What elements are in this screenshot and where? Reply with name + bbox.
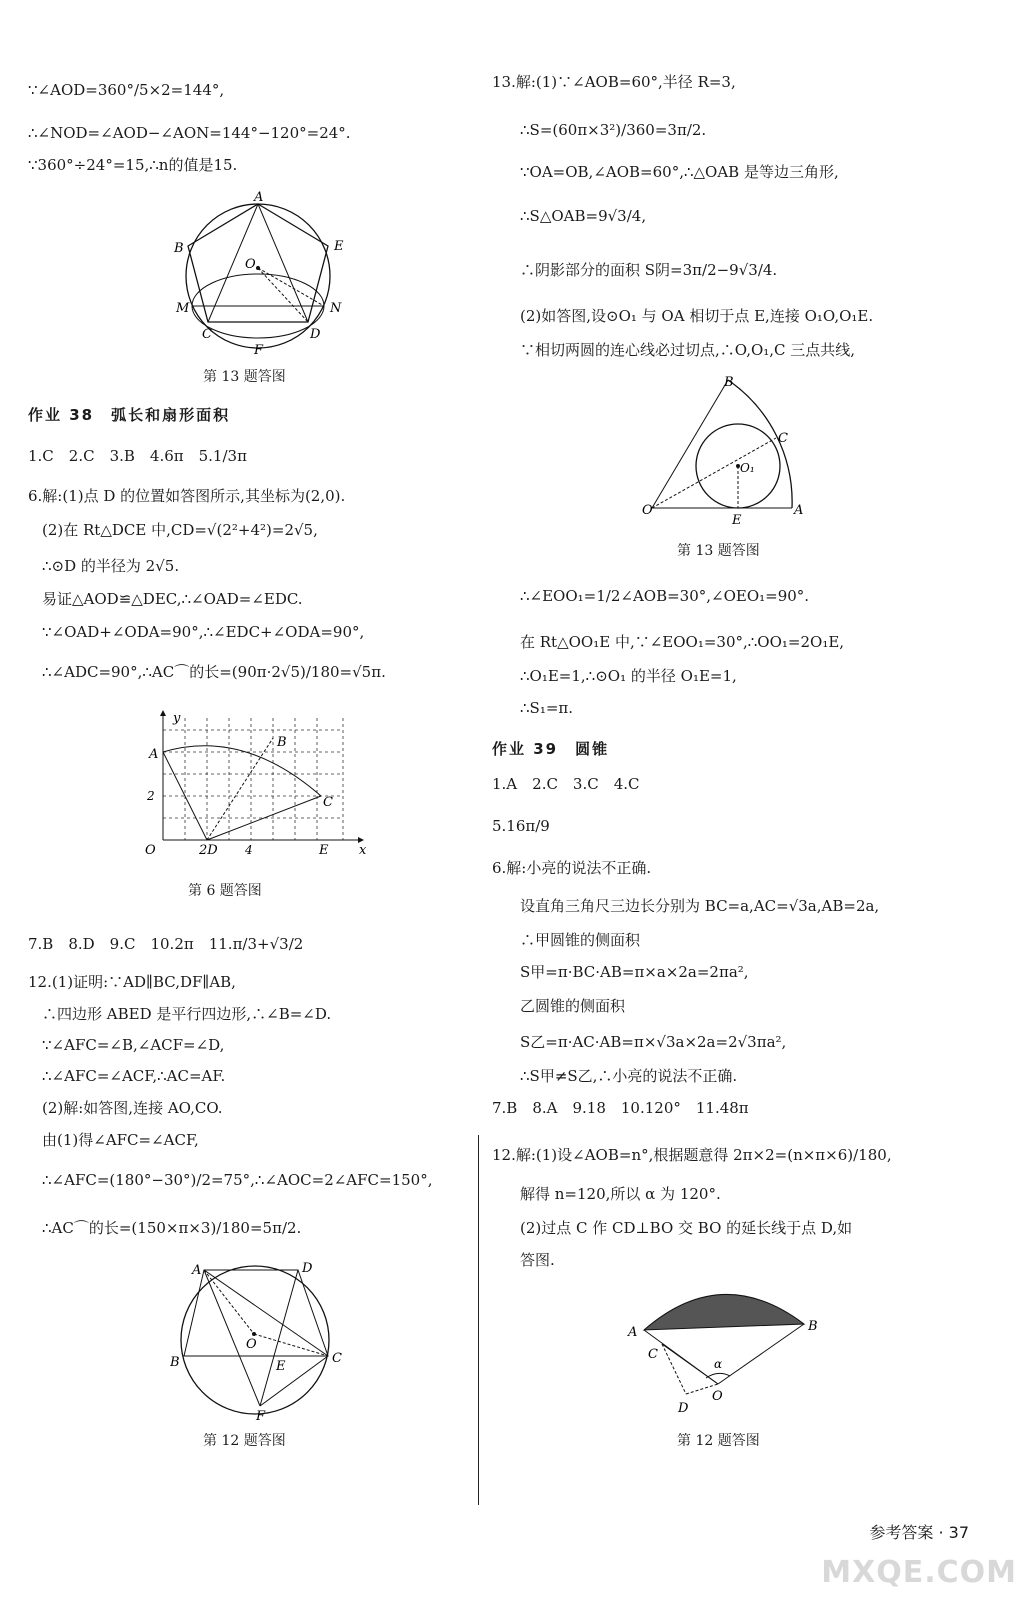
text-line: (2)在 Rt△DCE 中,CD=√(2²+4²)=2√5, — [42, 521, 318, 539]
text-line: ∴∠NOD=∠AOD−∠AON=144°−120°=24°. — [28, 124, 351, 142]
svg-text:E: E — [319, 843, 329, 858]
text-line: 易证△AOD≌△DEC,∴∠OAD=∠EDC. — [42, 590, 303, 608]
svg-text:D: D — [310, 327, 321, 342]
fig13-pentagon-diagram — [168, 188, 348, 358]
text-line: 6.解:(1)点 D 的位置如答图所示,其坐标为(2,0). — [28, 487, 346, 505]
svg-text:α: α — [714, 1357, 723, 1371]
text-line: ∴AC⌒的长=(150×π×3)/180=5π/2. — [42, 1219, 302, 1237]
svg-text:N: N — [330, 301, 342, 316]
text-line: 12.(1)证明:∵AD∥BC,DF∥AB, — [28, 973, 236, 991]
text-line: ∵∠AFC=∠B,∠ACF=∠D, — [42, 1036, 225, 1054]
figure-caption: 第 12 题答图 — [203, 1433, 286, 1449]
text-line: 6.解:小亮的说法不正确. — [492, 859, 652, 877]
text-line: ∵OA=OB,∠AOB=60°,∴△OAB 是等边三角形, — [520, 163, 839, 181]
svg-text:C: C — [778, 431, 788, 446]
text-line: ∴S₁=π. — [520, 699, 574, 717]
text-line: (2)解:如答图,连接 AO,CO. — [42, 1099, 223, 1117]
svg-text:A: A — [192, 1263, 202, 1278]
text-line: S乙=π·AC·AB=π×√3a×2a=2√3πa², — [520, 1033, 787, 1051]
svg-text:2: 2 — [147, 789, 155, 803]
figure-caption: 第 12 题答图 — [677, 1433, 760, 1449]
figure-caption: 第 13 题答图 — [677, 543, 760, 559]
watermark: MXQE.COM — [821, 1555, 1017, 1590]
column-divider — [478, 1135, 479, 1505]
text-line: ∴∠EOO₁=1/2∠AOB=30°,∠OEO₁=90°. — [520, 587, 810, 605]
section-title-38: 作业 38 弧长和扇形面积 — [28, 406, 231, 424]
svg-text:C: C — [648, 1347, 658, 1362]
svg-text:B: B — [724, 375, 734, 390]
svg-text:A: A — [149, 747, 159, 762]
svg-text:D: D — [302, 1261, 313, 1276]
text-line: 5.16π/9 — [492, 817, 550, 835]
svg-text:E: E — [732, 513, 742, 528]
svg-text:A: A — [628, 1325, 638, 1340]
page-footer: 参考答案 · 37 — [869, 1523, 969, 1542]
figure-caption: 第 13 题答图 — [203, 369, 286, 385]
svg-text:A: A — [254, 190, 264, 205]
text-line: 乙圆锥的侧面积 — [520, 997, 626, 1015]
text-line: 1.C 2.C 3.B 4.6π 5.1/3π — [28, 447, 247, 465]
svg-text:O₁: O₁ — [740, 461, 755, 475]
svg-text:O: O — [246, 1337, 257, 1352]
text-line: 13.解:(1)∵∠AOB=60°,半径 R=3, — [492, 73, 736, 91]
svg-text:M: M — [176, 301, 190, 316]
fig13-sector-diagram — [642, 372, 812, 532]
text-line: ∵相切两圆的连心线必过切点,∴O,O₁,C 三点共线, — [520, 341, 856, 359]
fig12-circle-diagram — [170, 1258, 350, 1422]
text-line: ∴∠ADC=90°,∴AC⌒的长=(90π·2√5)/180=√5π. — [42, 663, 386, 681]
text-line: ∵360°÷24°=15,∴n的值是15. — [28, 156, 238, 174]
svg-text:C: C — [202, 327, 212, 342]
svg-text:O: O — [642, 503, 653, 518]
figure-caption: 第 6 题答图 — [188, 883, 262, 899]
text-line: ∴∠AFC=∠ACF,∴AC=AF. — [42, 1067, 226, 1085]
text-line: 7.B 8.A 9.18 10.120° 11.48π — [492, 1099, 749, 1117]
svg-text:B: B — [808, 1319, 818, 1334]
text-line: ∴O₁E=1,∴⊙O₁ 的半径 O₁E=1, — [520, 667, 737, 685]
text-line: 由(1)得∠AFC=∠ACF, — [42, 1131, 199, 1149]
svg-text:A: A — [794, 503, 804, 518]
text-line: ∵∠AOD=360°/5×2=144°, — [28, 81, 225, 99]
text-line: 1.A 2.C 3.C 4.C — [492, 775, 640, 793]
text-line: 解得 n=120,所以 α 为 120°. — [520, 1185, 721, 1203]
svg-text:C: C — [323, 795, 333, 810]
svg-text:E: E — [334, 239, 344, 254]
svg-text:F: F — [256, 1409, 266, 1422]
svg-text:E: E — [276, 1359, 286, 1374]
svg-text:4: 4 — [245, 843, 253, 857]
svg-text:2D: 2D — [199, 843, 218, 858]
svg-text:B: B — [277, 735, 287, 750]
svg-text:x: x — [359, 843, 367, 858]
fig12-cone-sector-diagram — [622, 1282, 832, 1422]
text-line: ∴S=(60π×3²)/360=3π/2. — [520, 121, 707, 139]
text-line: ∴⊙D 的半径为 2√5. — [42, 557, 180, 575]
svg-text:B: B — [170, 1355, 180, 1370]
text-line: ∵∠OAD+∠ODA=90°,∴∠EDC+∠ODA=90°, — [42, 623, 365, 641]
svg-text:F: F — [254, 343, 264, 358]
text-line: ∴甲圆锥的侧面积 — [520, 931, 641, 949]
text-line: ∴S甲≠S乙,∴小亮的说法不正确. — [520, 1067, 738, 1085]
svg-text:B: B — [174, 241, 184, 256]
text-line: 设直角三角尺三边长分别为 BC=a,AC=√3a,AB=2a, — [520, 897, 880, 915]
text-line: 在 Rt△OO₁E 中,∵∠EOO₁=30°,∴OO₁=2O₁E, — [520, 633, 845, 651]
section-title-39: 作业 39 圆锥 — [492, 740, 610, 758]
text-line: 答图. — [520, 1251, 555, 1269]
text-line: 7.B 8.D 9.C 10.2π 11.π/3+√3/2 — [28, 935, 304, 953]
text-line: ∴S△OAB=9√3/4, — [520, 207, 647, 225]
text-line: ∴四边形 ABED 是平行四边形,∴∠B=∠D. — [42, 1005, 332, 1023]
text-line: (2)过点 C 作 CD⊥BO 交 BO 的延长线于点 D,如 — [520, 1219, 853, 1237]
svg-text:C: C — [332, 1351, 342, 1366]
svg-text:O: O — [245, 257, 256, 272]
text-line: ∴阴影部分的面积 S阴=3π/2−9√3/4. — [520, 261, 778, 279]
svg-text:y: y — [173, 711, 181, 726]
text-line: (2)如答图,设⊙O₁ 与 OA 相切于点 E,连接 O₁O,O₁E. — [520, 307, 874, 325]
svg-text:O: O — [712, 1389, 723, 1404]
fig6-grid-diagram — [133, 708, 373, 868]
text-line: ∴∠AFC=(180°−30°)/2=75°,∴∠AOC=2∠AFC=150°, — [42, 1171, 433, 1189]
svg-text:O: O — [145, 843, 156, 858]
text-line: 12.解:(1)设∠AOB=n°,根据题意得 2π×2=(n×π×6)/180, — [492, 1146, 892, 1164]
text-line: S甲=π·BC·AB=π×a×2a=2πa², — [520, 963, 749, 981]
svg-text:D: D — [678, 1401, 689, 1416]
